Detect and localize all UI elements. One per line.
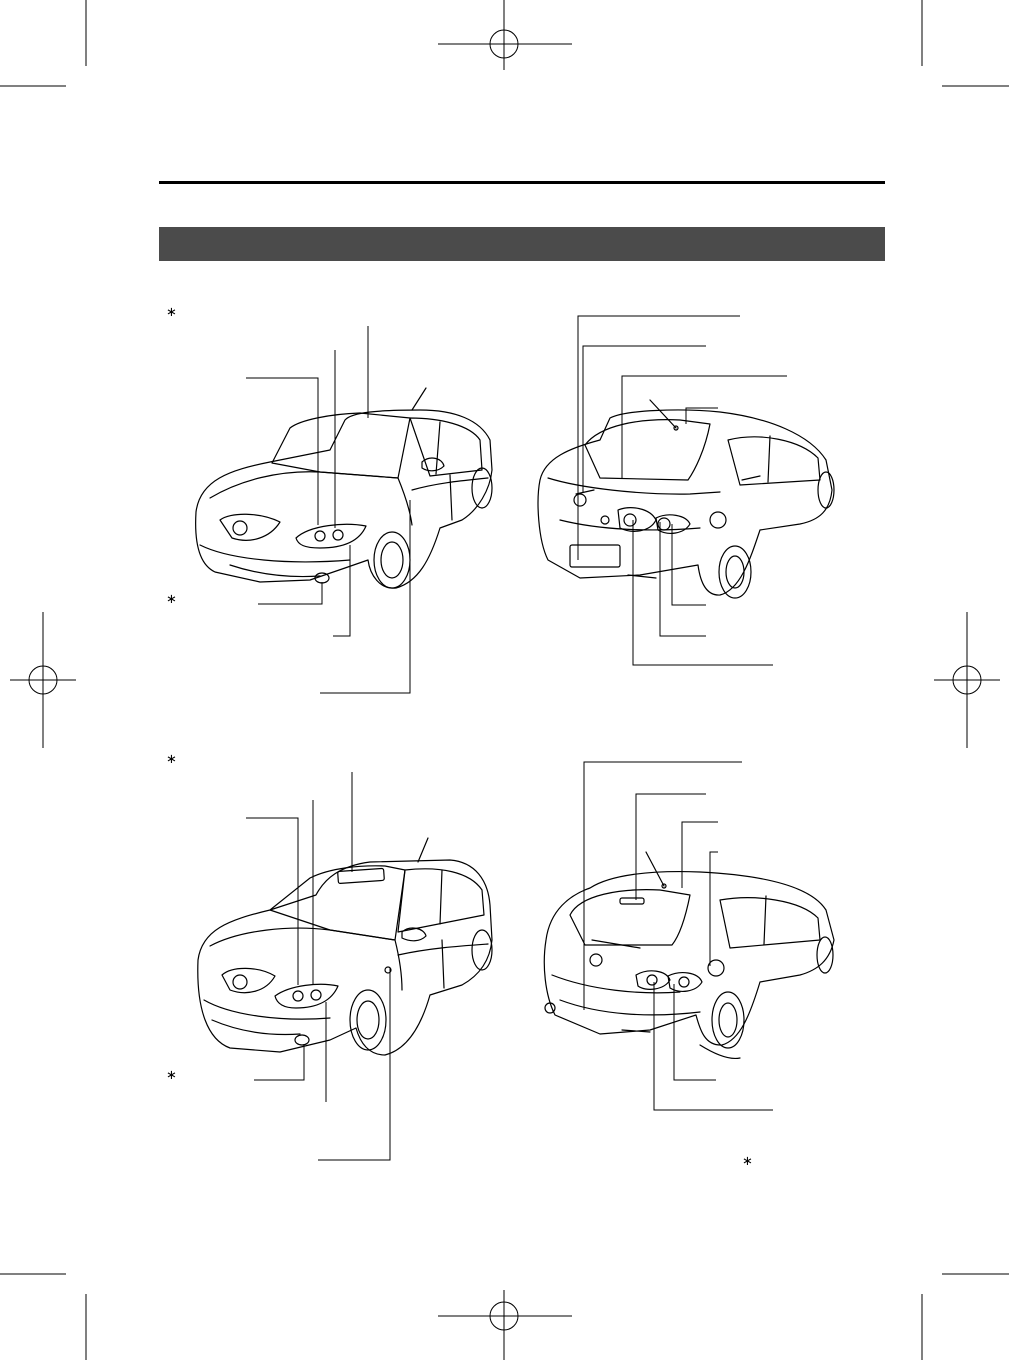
rear-wheel: [712, 992, 744, 1048]
asterisk-icon: ∗: [166, 592, 177, 607]
asterisk-icon: ∗: [166, 305, 177, 320]
taillamp: [668, 973, 702, 992]
antenna: [646, 852, 664, 886]
asterisk-icon: ∗: [166, 1068, 177, 1083]
asterisk-icon: ∗: [166, 752, 177, 767]
tailpipe: [545, 1003, 555, 1013]
rear-wiper: [592, 940, 640, 948]
taillamp: [636, 971, 670, 990]
high-mount-brake-light: [620, 898, 644, 904]
side-windows: [720, 898, 820, 948]
asterisk-icon: ∗: [742, 1154, 753, 1169]
front-wheel: [817, 937, 833, 973]
